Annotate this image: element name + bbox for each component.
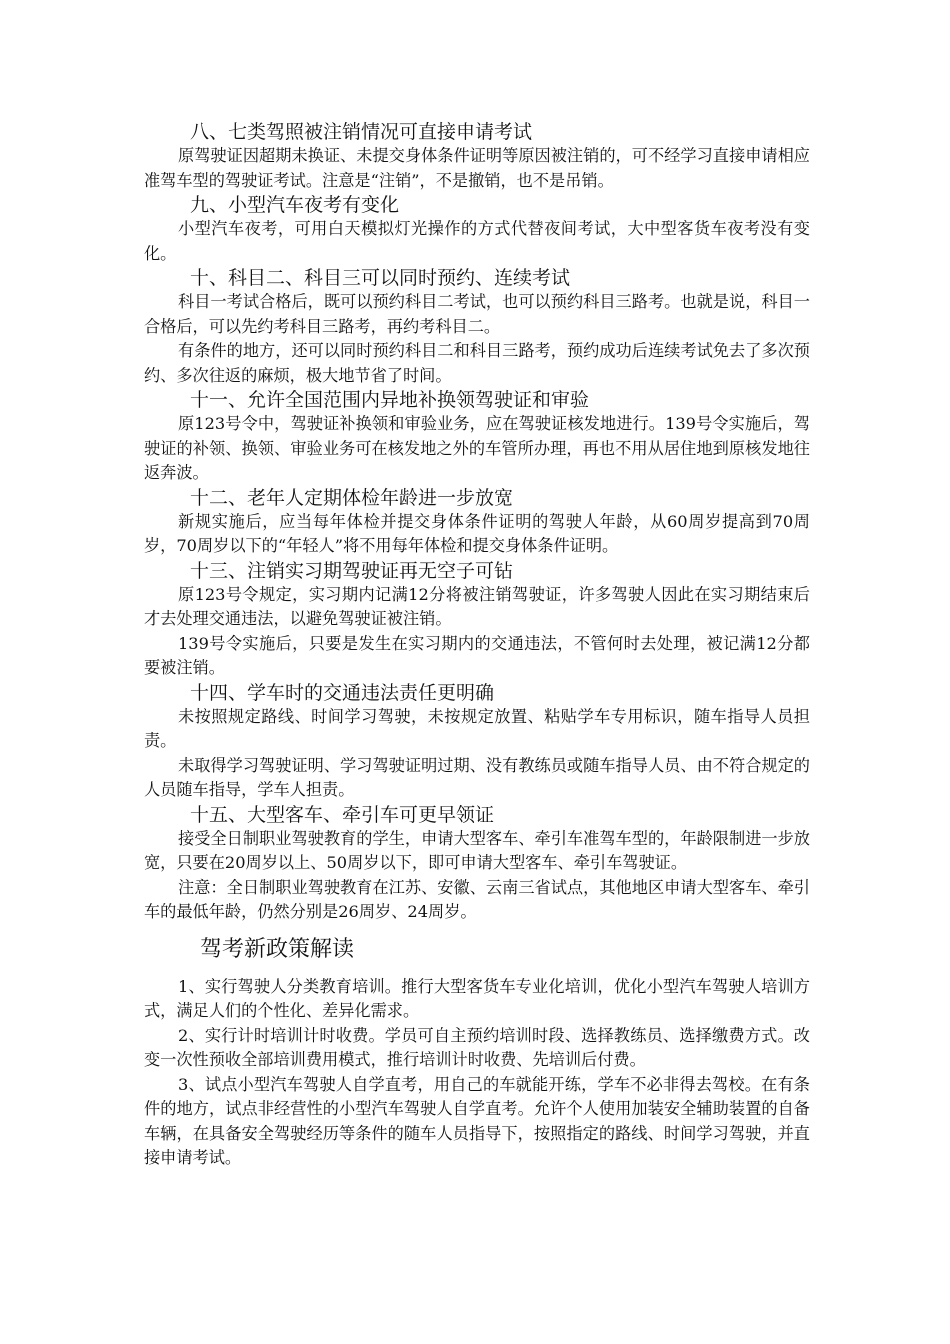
section-paragraph: 未取得学习驾驶证明、学习驾驶证明过期、没有教练员或随车指导人员、由不符合规定的人员随车指导，学车人担责。 xyxy=(144,755,810,799)
section-paragraph: 新规实施后，应当每年体检并提交身体条件证明的驾驶人年龄，从60周岁提高到70周岁，70周岁以下的“年轻人”将不用每年体检和提交身体条件证明。 xyxy=(144,511,810,555)
section-10 xyxy=(144,266,810,388)
section-13 xyxy=(144,559,810,681)
section-paragraph: 原驾驶证因超期未换证、未提交身体条件证明等原因被注销的，可不经学习直接申请相应准驾车型的驾驶证考试。注意是“注销”，不是撤销，也不是吊销。 xyxy=(144,146,810,190)
section-15 xyxy=(144,803,810,925)
section-11 xyxy=(144,388,810,486)
section-12 xyxy=(144,486,810,559)
policy-paragraph: 3、试点小型汽车驾驶人自学直考，用自己的车就能开练，学车不必非得去驾校。在有条件的地方，试点非经营性的小型汽车驾驶人自学直考。允许个人使用加装安全辅助装置的自备车辆，在具备安全驾驶经历等条件的随车人员指导下，按照指定的路线、时间学习驾驶，并直接申请考试。 xyxy=(144,1074,810,1167)
section-heading: 十、科目二、科目三可以同时预约、连续考试 xyxy=(190,267,571,289)
section-14 xyxy=(144,681,810,803)
section-heading: 十五、大型客车、牵引车可更早领证 xyxy=(190,803,495,826)
section-heading: 八、七类驾照被注销情况可直接申请考试 xyxy=(190,121,533,143)
section-heading: 九、小型汽车夜考有变化 xyxy=(190,194,400,216)
section-paragraph: 原123号令规定，实习期内记满12分将被注销驾驶证，许多驾驶人因此在实习期结束后才去处理交通违法，以避免驾驶证被注销。 xyxy=(144,584,810,628)
section-paragraph: 原123号令中，驾驶证补换领和审验业务，应在驾驶证核发地进行。139号令实施后，驾驶证的补领、换领、审验业务可在核发地之外的车管所办理，再也不用从居住地到原核发地往返奔波。 xyxy=(144,414,810,482)
section-9 xyxy=(144,193,810,266)
section-heading: 十一、允许全国范围内异地补换领驾驶证和审验 xyxy=(190,389,590,411)
policy-paragraph: 1、实行驾驶人分类教育培训。推行大型客货车专业化培训，优化小型汽车驾驶人培训方式，满足人们的个性化、差异化需求。 xyxy=(144,976,810,1020)
section-paragraph: 注意：全日制职业驾驶教育在江苏、安徽、云南三省试点，其他地区申请大型客车、牵引车的最低年龄，仍然分别是26周岁、24周岁。 xyxy=(144,877,810,921)
policy-title: 驾考新政策解读 xyxy=(200,936,355,962)
section-paragraph: 有条件的地方，还可以同时预约科目二和科目三路考，预约成功后连续考试免去了多次预约、多次往返的麻烦，极大地节省了时间。 xyxy=(144,341,810,385)
document-page xyxy=(144,120,810,1171)
section-paragraph: 科目一考试合格后，既可以预约科目二考试，也可以预约科目三路考。也就是说，科目一合格后，可以先约考科目三路考，再约考科目二。 xyxy=(144,292,810,336)
section-paragraph: 接受全日制职业驾驶教育的学生，申请大型客车、牵引车准驾车型的，年龄限制进一步放宽，只要在20周岁以上、50周岁以下，即可申请大型客车、牵引车驾驶证。 xyxy=(144,828,810,872)
section-heading: 十三、注销实习期驾驶证再无空子可钻 xyxy=(190,559,514,582)
section-heading: 十四、学车时的交通违法责任更明确 xyxy=(190,681,495,704)
section-8 xyxy=(144,120,810,193)
section-paragraph: 139号令实施后，只要是发生在实习期内的交通违法，不管何时去处理，被记满12分都要被注销。 xyxy=(144,633,810,677)
policy-section xyxy=(144,935,810,1171)
section-paragraph: 小型汽车夜考，可用白天模拟灯光操作的方式代替夜间考试，大中型客货车夜考没有变化。 xyxy=(144,219,810,263)
section-paragraph: 未按照规定路线、时间学习驾驶，未按规定放置、粘贴学车专用标识，随车指导人员担责。 xyxy=(144,706,810,750)
policy-paragraph: 2、实行计时培训计时收费。学员可自主预约培训时段、选择教练员、选择缴费方式。改变一次性预收全部培训费用模式，推行培训计时收费、先培训后付费。 xyxy=(144,1025,810,1069)
section-heading: 十二、老年人定期体检年龄进一步放宽 xyxy=(190,486,514,509)
